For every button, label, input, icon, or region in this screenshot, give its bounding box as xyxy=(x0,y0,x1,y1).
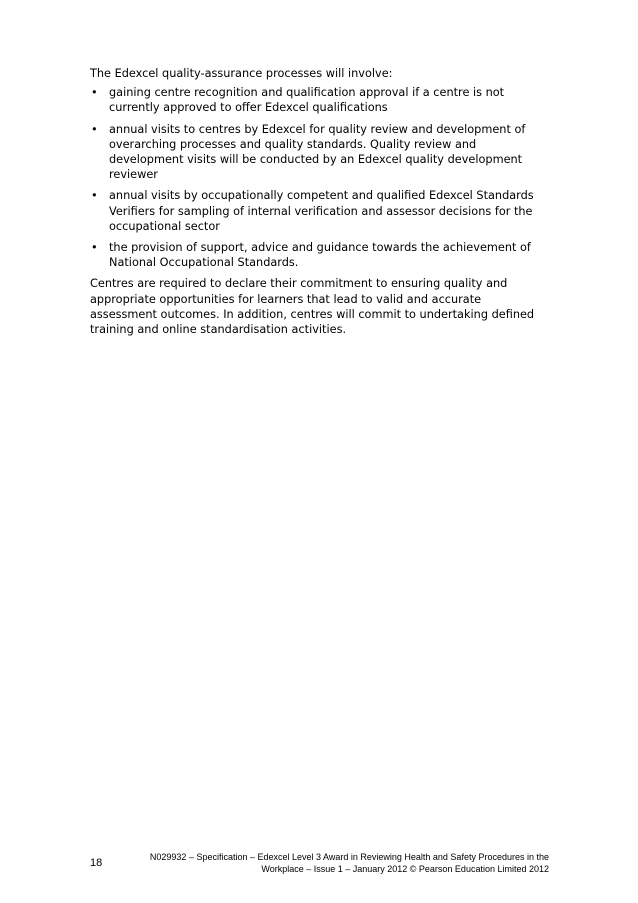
footer-citation xyxy=(109,851,549,875)
bullet-icon: • xyxy=(91,86,98,100)
list-item xyxy=(90,188,550,234)
footer-line-1: N029932 – Specification – Edexcel Level 3 Award in Reviewing Health and Safety Procedures in the xyxy=(149,852,549,862)
page-body xyxy=(90,66,550,337)
page-footer xyxy=(90,851,550,891)
closing-paragraph: Centres are required to declare their commitment to ensuring quality and appropriate opportunities for learners that lead to valid and accurate assessment outcomes. In addition, centres will commit to undertaking defined training and online standardisation activities. xyxy=(90,277,535,337)
bullet-icon: • xyxy=(91,122,98,136)
footer-line-2: Workplace – Issue 1 – January 2012 © Pearson Education Limited 2012 xyxy=(261,864,549,874)
bullet-icon: • xyxy=(91,189,98,203)
page-number: 18 xyxy=(90,857,103,869)
list-item-text: annual visits to centres by Edexcel for quality review and development of overarching processes and quality standards. Quality review and development visits will be conducted by an Edexcel quality development reviewer xyxy=(109,122,526,182)
list-item-text: annual visits by occupationally competent and qualified Edexcel Standards Verifiers for sampling of internal verification and assessor decisions for the occupational sector xyxy=(109,189,534,233)
list-item-text: the provision of support, advice and guidance towards the achievement of National Occupational Standards. xyxy=(109,241,531,270)
list-item xyxy=(90,122,550,183)
list-item xyxy=(90,85,550,115)
bullet-icon: • xyxy=(91,241,98,255)
quality-assurance-list xyxy=(90,85,550,270)
list-item-text: gaining centre recognition and qualification approval if a centre is not currently approved to offer Edexcel qualifications xyxy=(109,86,505,115)
list-item xyxy=(90,240,550,270)
intro-paragraph: The Edexcel quality-assurance processes will involve: xyxy=(90,67,393,80)
